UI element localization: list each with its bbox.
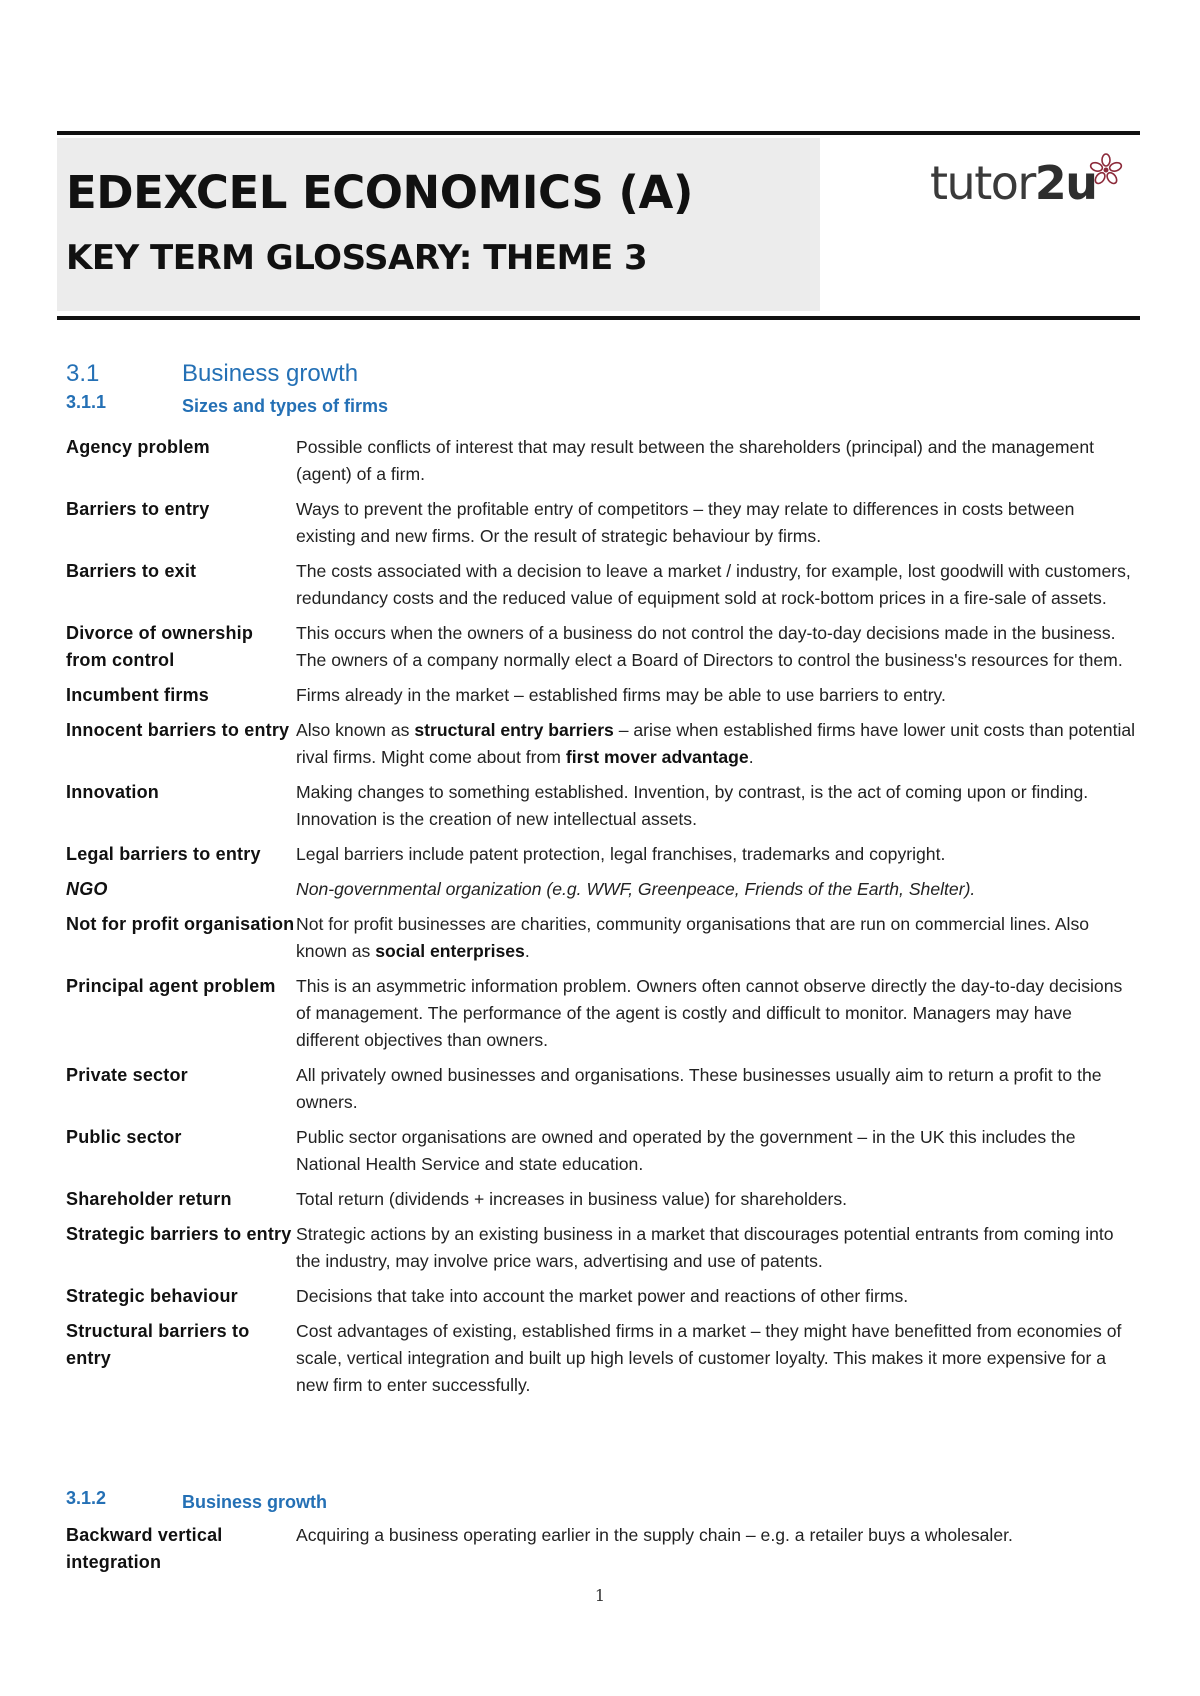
glossary-table — [66, 1522, 1136, 1584]
tutor2u-logo — [930, 152, 1130, 222]
glossary-term: Structural barriers to entry — [66, 1321, 250, 1368]
glossary-term: NGO — [66, 879, 108, 899]
glossary-row — [66, 717, 1136, 771]
glossary-row — [66, 1522, 1136, 1576]
glossary-term: Shareholder return — [66, 1189, 232, 1209]
glossary-row — [66, 841, 1136, 868]
glossary-definition: All privately owned businesses and organisations. These businesses usually aim to return a profit to the owners. — [296, 1065, 1102, 1112]
glossary-term: Barriers to entry — [66, 499, 210, 519]
glossary-definition: Total return (dividends + increases in business value) for shareholders. — [296, 1189, 848, 1209]
glossary-definition: Ways to prevent the profitable entry of competitors – they may relate to differences in costs between existing and new firms. Or the result of strategic behaviour by firms. — [296, 499, 1075, 546]
glossary-term: Innocent barriers to entry — [66, 720, 290, 740]
glossary-term: Strategic barriers to entry — [66, 1224, 292, 1244]
glossary-row — [66, 558, 1136, 612]
glossary-row — [66, 779, 1136, 833]
glossary-term: Legal barriers to entry — [66, 844, 261, 864]
glossary-term: Divorce of ownership from control — [66, 623, 254, 670]
glossary-row — [66, 973, 1136, 1054]
glossary-term: Barriers to exit — [66, 561, 197, 581]
glossary-definition: Cost advantages of existing, established firms in a market – they might have benefitted from economies of scale, vertical integration and built up high levels of customer loyalty. This makes it more expensive for a new firm to enter successfully. — [296, 1321, 1122, 1395]
glossary-table — [66, 434, 1136, 1407]
section-title: Business growth — [182, 360, 359, 387]
glossary-term: Principal agent problem — [66, 976, 276, 996]
glossary-definition: Not for profit businesses are charities, community organisations that are run on commercial lines. Also known as social enterprises. — [296, 914, 1090, 961]
glossary-term: Strategic behaviour — [66, 1286, 238, 1306]
glossary-definition: Possible conflicts of interest that may result between the shareholders (principal) and the management (agent) of a firm. — [296, 437, 1095, 484]
glossary-row — [66, 1124, 1136, 1178]
glossary-row — [66, 911, 1136, 965]
glossary-row — [66, 1186, 1136, 1213]
subsection-title: Sizes and types of firms — [182, 396, 389, 416]
glossary-term: Incumbent firms — [66, 685, 210, 705]
header-bottom-rule — [57, 316, 1140, 320]
glossary-row — [66, 1062, 1136, 1116]
glossary-row — [66, 434, 1136, 488]
glossary-term: Agency problem — [66, 437, 210, 457]
glossary-term: Public sector — [66, 1127, 182, 1147]
glossary-row — [66, 876, 1136, 903]
glossary-definition: Also known as structural entry barriers – arise when established firms have lower unit costs than potential rival firms. Might come about from first mover advantage. — [296, 720, 1136, 767]
glossary-definition: Public sector organisations are owned and operated by the government – in the UK this includes the National Health Service and state education. — [296, 1127, 1076, 1174]
glossary-definition: Firms already in the market – established firms may be able to use barriers to entry. — [296, 685, 946, 705]
glossary-row — [66, 1318, 1136, 1399]
glossary-definition: Legal barriers include patent protection, legal franchises, trademarks and copyright. — [296, 844, 946, 864]
logo-wordmark: tutor2u — [930, 156, 1097, 210]
subsection-title: Business growth — [182, 1492, 328, 1512]
glossary-definition: The costs associated with a decision to leave a market / industry, for example, lost goodwill with customers, redundancy costs and the reduced value of equipment sold at rock-bottom prices in a fire-sale of assets. — [296, 561, 1131, 608]
header-banner — [57, 138, 820, 311]
glossary-definition: Acquiring a business operating earlier in the supply chain – e.g. a retailer buys a wholesaler. — [296, 1525, 1013, 1545]
glossary-term: Private sector — [66, 1065, 188, 1085]
glossary-term: Not for profit organisation — [66, 914, 295, 934]
glossary-row — [66, 1221, 1136, 1275]
glossary-term: Innovation — [66, 782, 159, 802]
document-title: EDEXCEL ECONOMICS (A) — [66, 166, 693, 219]
subsection-number: 3.1.2 — [66, 1488, 107, 1508]
glossary-definition: Strategic actions by an existing business in a market that discourages potential entrants from coming into the industry, may involve price wars, advertising and use of patents. — [296, 1224, 1114, 1271]
glossary-definition: Decisions that take into account the market power and reactions of other firms. — [296, 1286, 909, 1306]
glossary-row — [66, 1283, 1136, 1310]
glossary-row — [66, 620, 1136, 674]
glossary-definition: Non-governmental organization (e.g. WWF, Greenpeace, Friends of the Earth, Shelter). — [296, 879, 976, 899]
glossary-definition: This occurs when the owners of a business do not control the day-to-day decisions made in the business. The owners of a company normally elect a Board of Directors to control the business's resources for them. — [296, 623, 1123, 670]
glossary-term: Backward vertical integration — [66, 1525, 223, 1572]
glossary-row — [66, 496, 1136, 550]
section-number: 3.1 — [66, 360, 100, 387]
header-top-rule — [57, 131, 1140, 135]
subsection-number: 3.1.1 — [66, 392, 107, 412]
document-subtitle: KEY TERM GLOSSARY: THEME 3 — [66, 238, 648, 278]
page-number: 1 — [594, 1586, 606, 1605]
flower-icon — [1088, 152, 1124, 188]
glossary-row — [66, 682, 1136, 709]
glossary-definition: This is an asymmetric information problem. Owners often cannot observe directly the day-to-day decisions of management. The performance of the agent is costly and difficult to monitor. Managers may have different objectives than owners. — [296, 976, 1123, 1050]
glossary-definition: Making changes to something established. Invention, by contrast, is the act of coming upon or finding. Innovation is the creation of new intellectual assets. — [296, 782, 1089, 829]
